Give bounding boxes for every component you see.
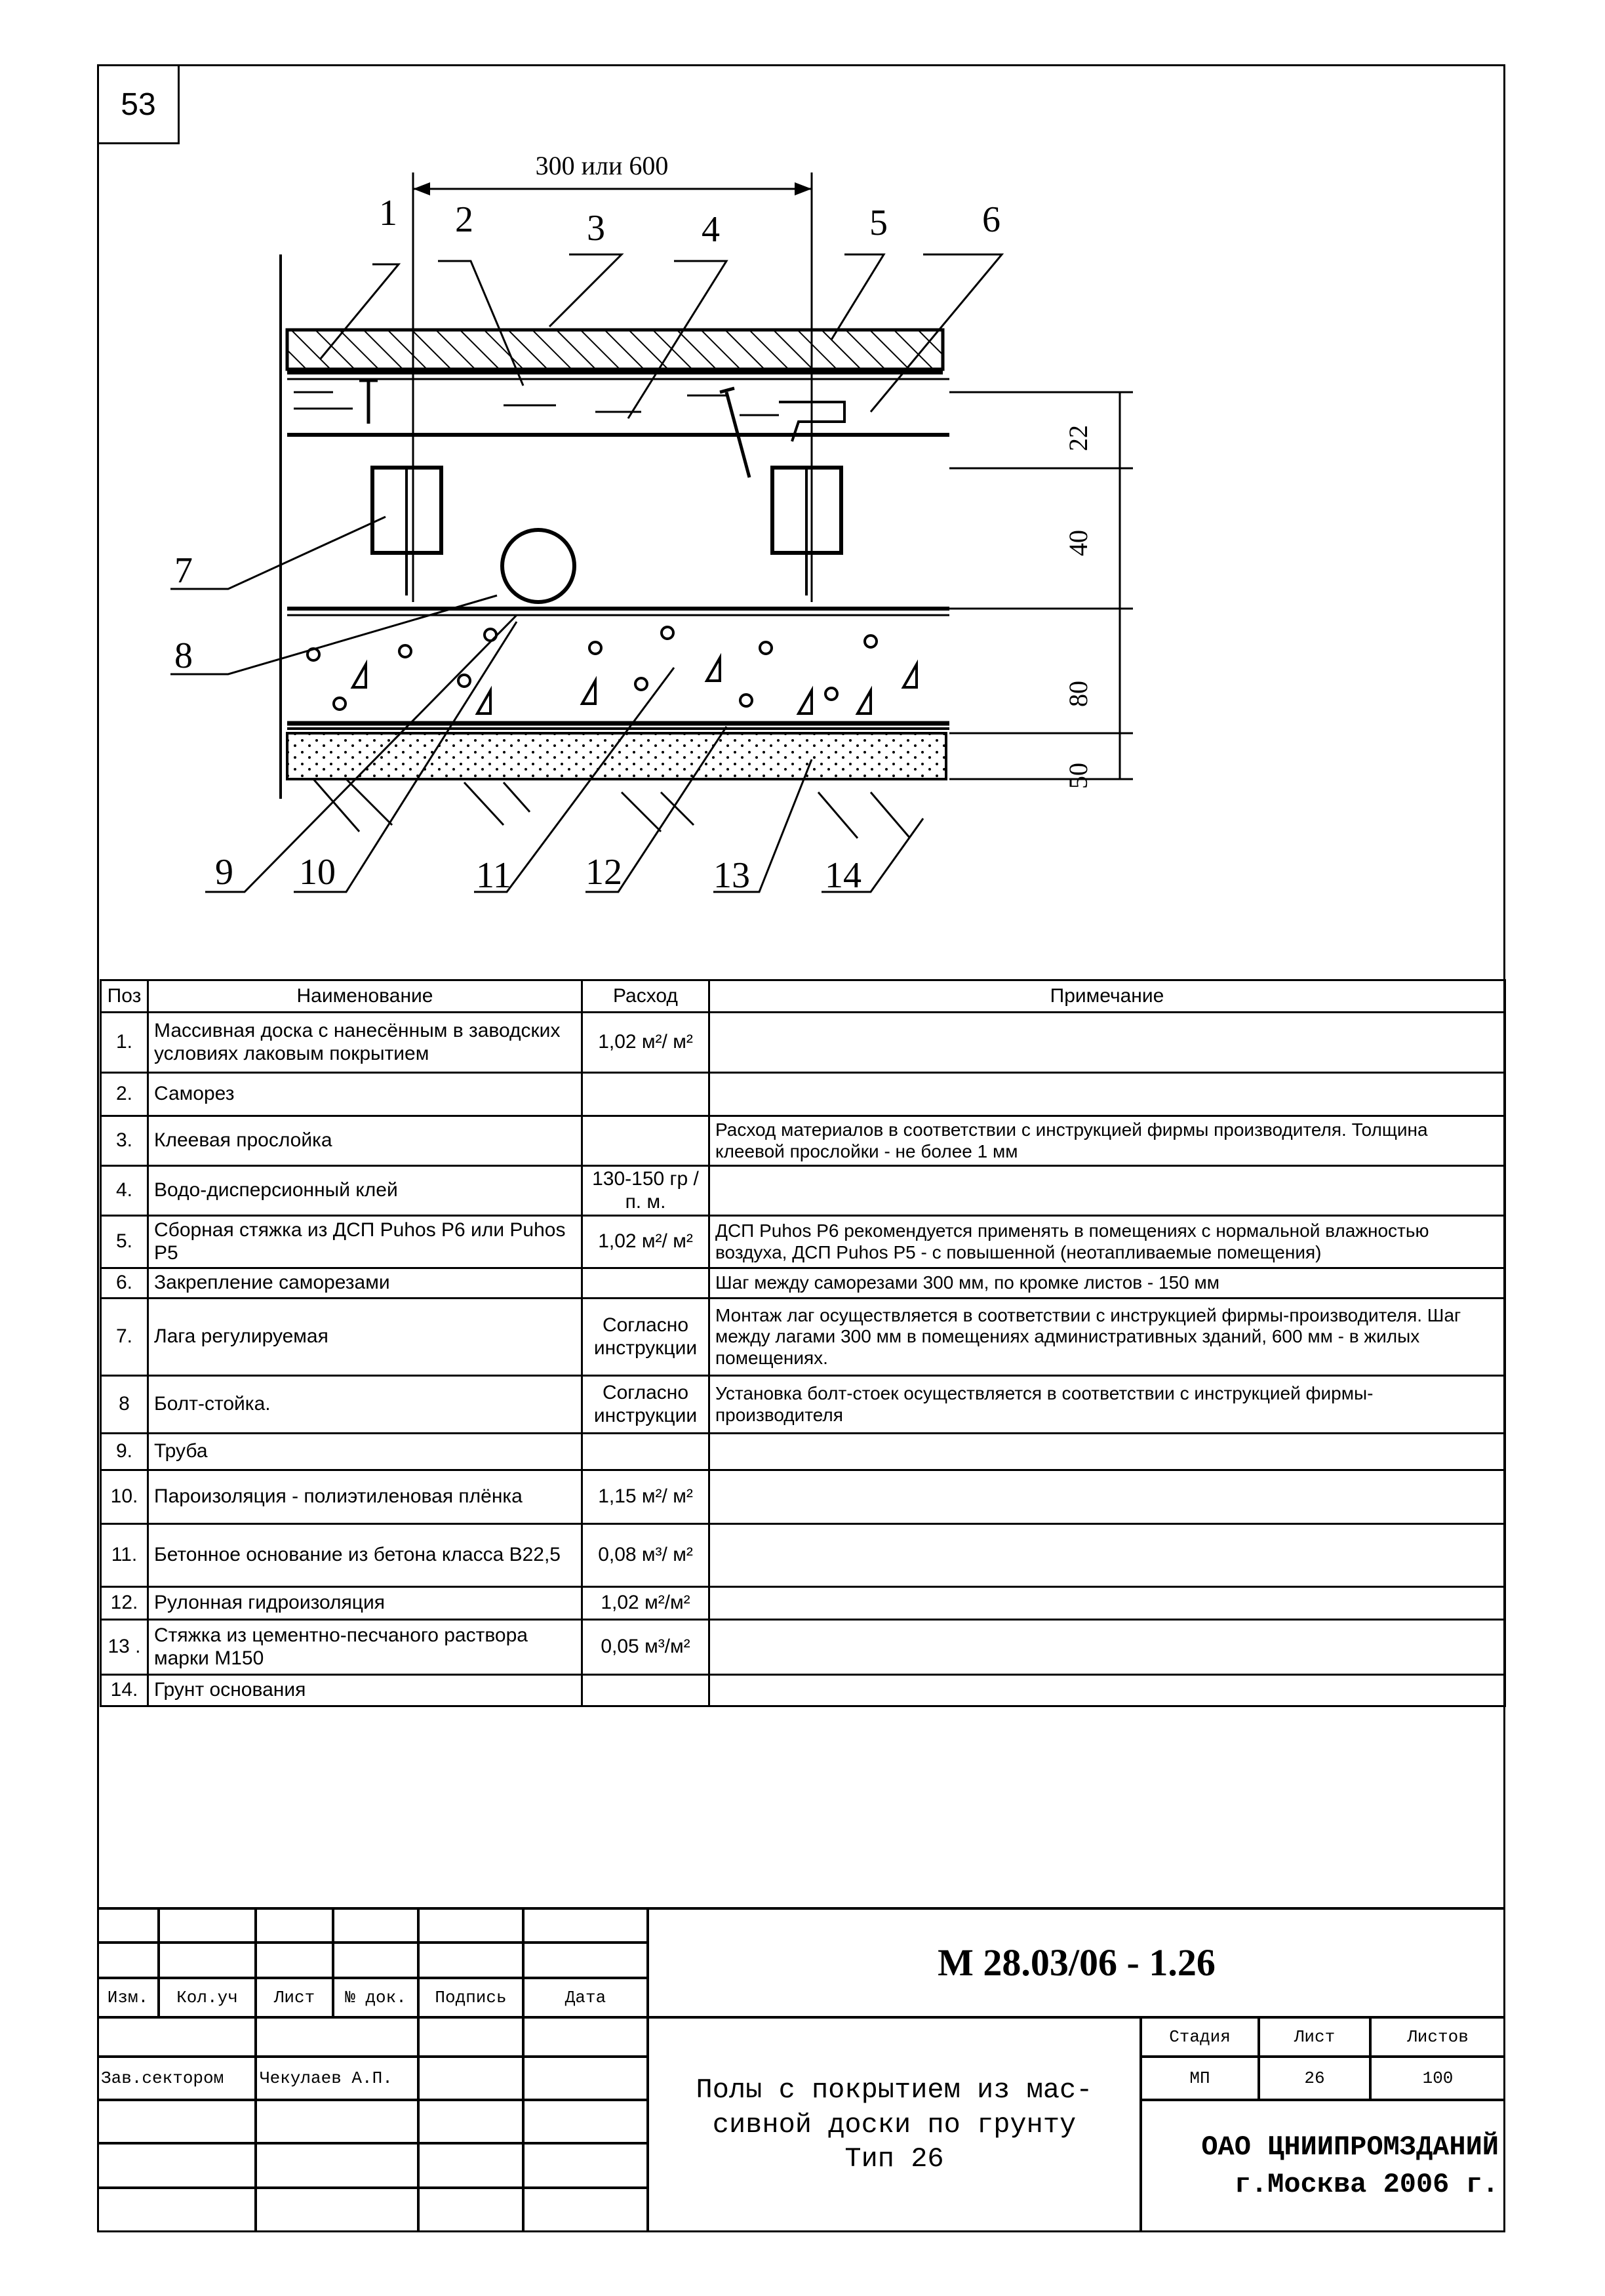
row-consumption: 1,15 м²/ м² (582, 1470, 709, 1524)
row-note: Монтаж лаг осуществляется в соответствии с инструкцией фирмы-производителя. Шаг между лагами 300 мм в помещениях административных зданий, 600 мм - в жилых помещениях. (709, 1299, 1505, 1376)
row-pos: 12. (101, 1587, 148, 1620)
row-consumption: 1,02 м²/м² (582, 1587, 709, 1620)
row-name: Водо-дисперсионный клей (148, 1166, 582, 1216)
callout-9: 9 (215, 852, 233, 893)
organization (1141, 2100, 1505, 2232)
row-pos: 1. (101, 1013, 148, 1073)
organization-name: ОАО ЦНИИПРОМЗДАНИЙ (1201, 2131, 1499, 2164)
row-name: Грунт основания (148, 1675, 582, 1706)
row-consumption: 1,02 м²/ м² (582, 1013, 709, 1073)
row-consumption: 0,08 м³/ м² (582, 1524, 709, 1587)
row-pos: 3. (101, 1116, 148, 1166)
row-name: Труба (148, 1434, 582, 1470)
sheets-value: 100 (1370, 2057, 1505, 2100)
col-doc: № док. (333, 1978, 418, 2017)
row-note: Шаг между саморезами 300 мм, по кромке листов - 150 мм (709, 1268, 1505, 1299)
row-consumption: Согласно инструкции (582, 1299, 709, 1376)
row-pos: 7. (101, 1299, 148, 1376)
row-note (709, 1073, 1505, 1116)
table-row (101, 1268, 1505, 1299)
header-pos: Поз (101, 980, 148, 1013)
row-pos: 9. (101, 1434, 148, 1470)
row-name: Рулонная гидроизоляция (148, 1587, 582, 1620)
row-note: Установка болт-стоек осуществляется в соответствии с инструкцией фирмы-производителя (709, 1376, 1505, 1434)
callout-7: 7 (174, 550, 193, 591)
table-row (101, 1166, 1505, 1216)
row-consumption: 0,05 м³/м² (582, 1620, 709, 1675)
table-row (101, 1524, 1505, 1587)
row-pos: 8 (101, 1376, 148, 1434)
row-consumption (582, 1268, 709, 1299)
dim-22: 22 (1063, 425, 1093, 451)
col-date: Дата (523, 1978, 648, 2017)
table-row (101, 1376, 1505, 1434)
callout-14: 14 (825, 855, 862, 896)
col-list: Лист (256, 1978, 333, 2017)
stage-value: МП (1141, 2057, 1259, 2100)
row-note: Расход материалов в соответствии с инструкцией фирмы производителя. Толщина клеевой прослойки - не более 1 мм (709, 1116, 1505, 1166)
specification-table (100, 979, 1506, 1707)
row-consumption: 1,02 м²/ м² (582, 1216, 709, 1268)
row-name: Закрепление саморезами (148, 1268, 582, 1299)
dimension-span-label: 300 или 600 (535, 151, 669, 180)
row-note (709, 1675, 1505, 1706)
row-note (709, 1434, 1505, 1470)
sheet-value: 26 (1259, 2057, 1370, 2100)
callout-3: 3 (587, 208, 605, 249)
callout-1: 1 (379, 193, 397, 233)
table-row (101, 1675, 1505, 1706)
row-name: Массивная доска с нанесённым в заводских условиях лаковым покрытием (148, 1013, 582, 1073)
row-consumption (582, 1675, 709, 1706)
row-pos: 14. (101, 1675, 148, 1706)
header-name: Наименование (148, 980, 582, 1013)
callout-4: 4 (702, 209, 720, 250)
sheet-label: Лист (1259, 2017, 1370, 2057)
callout-5: 5 (869, 203, 888, 243)
row-name: Болт-стойка. (148, 1376, 582, 1434)
row-consumption (582, 1073, 709, 1116)
row-pos: 13 . (101, 1620, 148, 1675)
row-pos: 5. (101, 1216, 148, 1268)
table-row (101, 1434, 1505, 1470)
row-name: Сборная стяжка из ДСП Puhos P6 или Puhos P5 (148, 1216, 582, 1268)
document-code: М 28.03/06 - 1.26 (648, 1907, 1505, 2017)
row-name: Клеевая прослойка (148, 1116, 582, 1166)
row-name: Бетонное основание из бетона класса В22,5 (148, 1524, 582, 1587)
row-note (709, 1524, 1505, 1587)
table-row (101, 1587, 1505, 1620)
row-consumption (582, 1434, 709, 1470)
dim-40: 40 (1063, 530, 1093, 556)
row-note (709, 1470, 1505, 1524)
row-name: Пароизоляция - полиэтиленовая плёнка (148, 1470, 582, 1524)
drawing-title (648, 2017, 1141, 2232)
col-izm: Изм. (97, 1978, 159, 2017)
row-note (709, 1587, 1505, 1620)
table-row (101, 1013, 1505, 1073)
row-note: ДСП Puhos P6 рекомендуется применять в помещениях с нормальной влажностью воздуха, ДСП Puhos P5 - с повышенной (неотапливаемые помещения) (709, 1216, 1505, 1268)
floor-section-drawing (97, 64, 1505, 979)
col-sign: Подпись (418, 1978, 523, 2017)
callout-13: 13 (713, 855, 750, 896)
drawing-title-line-3: Тип 26 (844, 2143, 944, 2175)
row-consumption: Согласно инструкции (582, 1376, 709, 1434)
table-row (101, 1470, 1505, 1524)
table-row (101, 1073, 1505, 1116)
callout-6: 6 (982, 199, 1001, 240)
row-note (709, 1013, 1505, 1073)
table-header-row (101, 980, 1505, 1013)
dim-50: 50 (1063, 763, 1093, 789)
row-pos: 2. (101, 1073, 148, 1116)
row-note (709, 1620, 1505, 1675)
callout-8: 8 (174, 635, 193, 676)
row-consumption: 130-150 гр /п. м. (582, 1166, 709, 1216)
drawing-title-line-2: сивной доски по грунту (712, 2108, 1077, 2141)
table-row (101, 1216, 1505, 1268)
row-name: Саморез (148, 1073, 582, 1116)
organization-city-year: г.Москва 2006 г. (1234, 2169, 1499, 2200)
table-row (101, 1620, 1505, 1675)
callout-10: 10 (299, 852, 336, 893)
row-note (709, 1166, 1505, 1216)
row-pos: 10. (101, 1470, 148, 1524)
row-consumption (582, 1116, 709, 1166)
person-name: Чекулаев А.П. (256, 2057, 418, 2100)
row-name: Лага регулируемая (148, 1299, 582, 1376)
role-label: Зав.сектором (97, 2057, 256, 2100)
table-row (101, 1116, 1505, 1166)
row-pos: 11. (101, 1524, 148, 1587)
dim-80: 80 (1063, 681, 1093, 707)
row-name: Стяжка из цементно-песчаного раствора марки М150 (148, 1620, 582, 1675)
header-note: Примечание (709, 980, 1505, 1013)
header-consumption: Расход (582, 980, 709, 1013)
drawing-title-line-1: Полы с покрытием из мас- (696, 2074, 1093, 2106)
sheets-label: Листов (1370, 2017, 1505, 2057)
callout-11: 11 (476, 855, 511, 896)
stage-label: Стадия (1141, 2017, 1259, 2057)
col-kol: Кол.уч (159, 1978, 256, 2017)
callout-2: 2 (455, 199, 473, 240)
row-pos: 4. (101, 1166, 148, 1216)
callout-12: 12 (585, 852, 622, 893)
sheet-number: 53 (97, 64, 180, 144)
table-row (101, 1299, 1505, 1376)
row-pos: 6. (101, 1268, 148, 1299)
